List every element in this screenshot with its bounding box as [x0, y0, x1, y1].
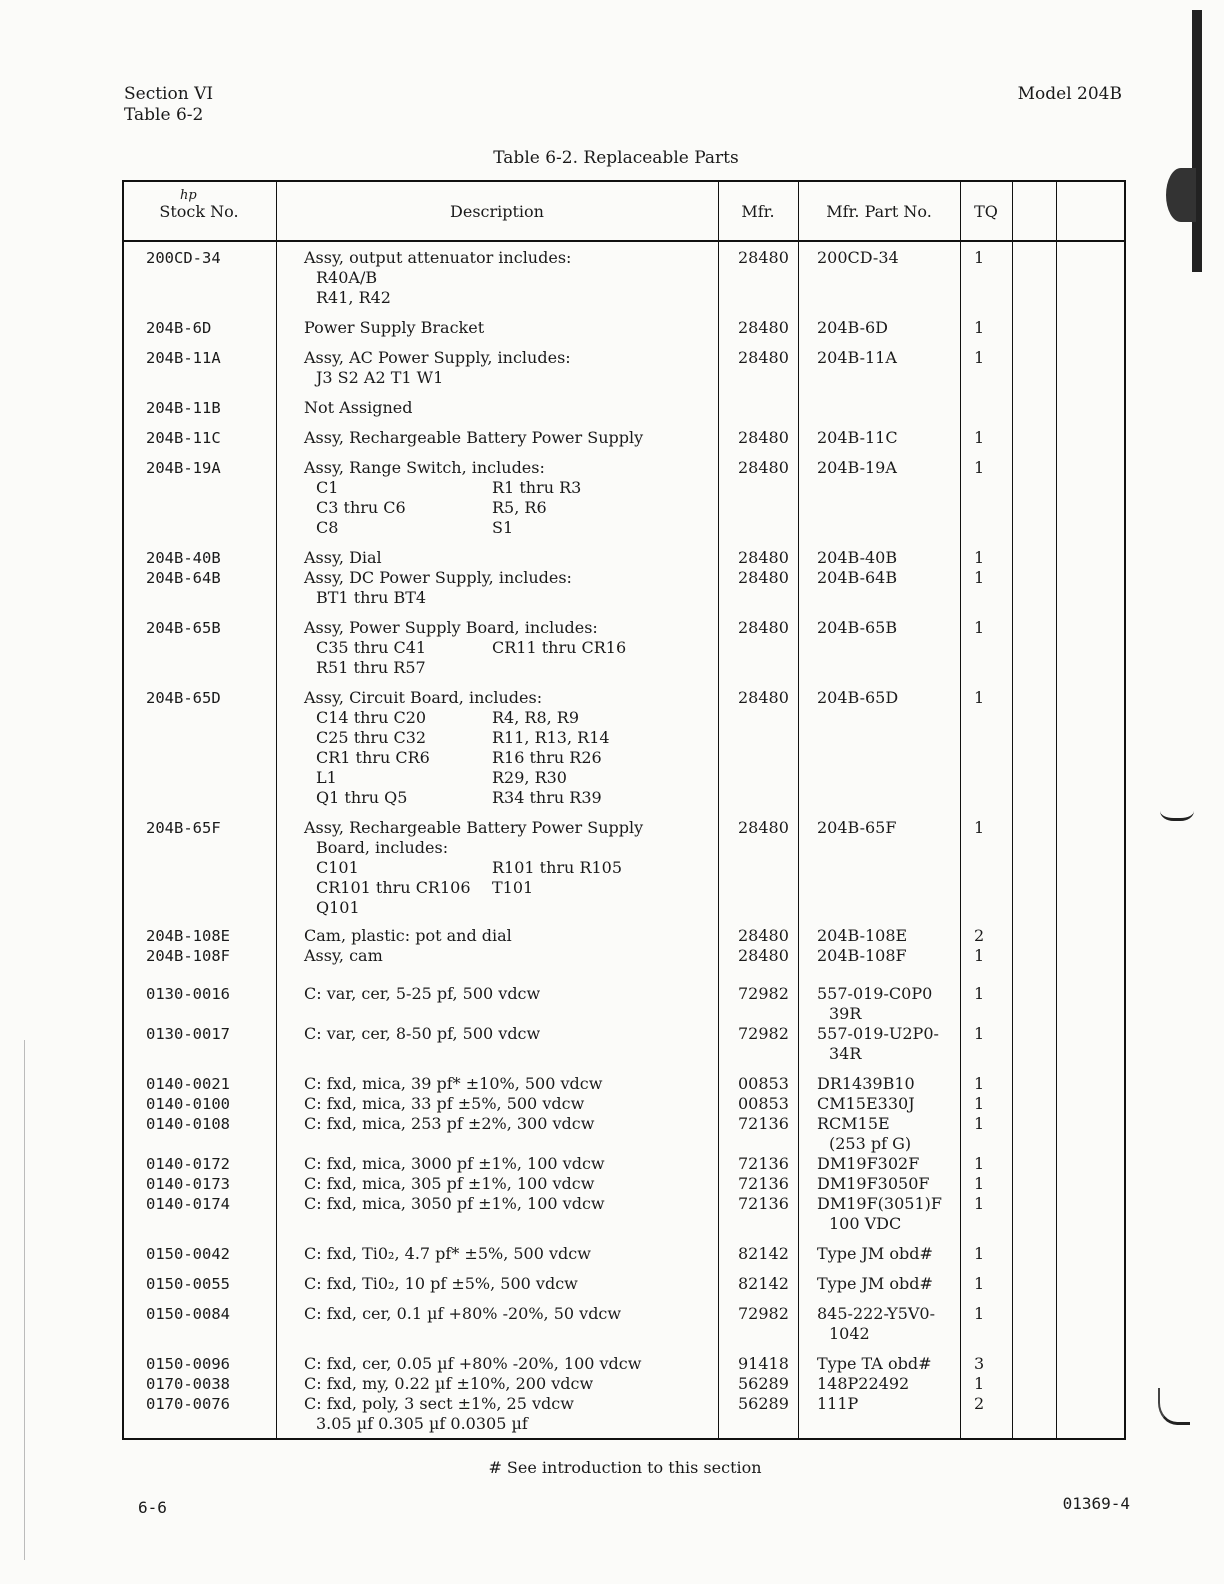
mfr-part-number — [817, 318, 888, 338]
mfr-code-line: 28480 — [738, 428, 789, 447]
total-quantity-line: 1 — [974, 248, 985, 267]
column-divider — [1056, 182, 1057, 1438]
mfr-part-number-line: 204B-11A — [817, 348, 897, 367]
component-ref: C101 — [316, 858, 359, 877]
mfr-part-number — [817, 428, 898, 448]
stock-number-line: 204B-108F — [146, 947, 230, 965]
stock-number — [146, 688, 221, 708]
component-pair — [304, 498, 581, 518]
component-ref: R101 thru R105 — [492, 858, 623, 877]
description-line: C: var, cer, 5-25 pf, 500 vdcw — [304, 984, 541, 1003]
stock-number — [146, 248, 221, 268]
component-ref: Q1 thru Q5 — [316, 788, 408, 807]
mfr-code-line: 72982 — [738, 1304, 789, 1323]
mfr-code-line: 72136 — [738, 1194, 789, 1213]
description — [304, 1304, 621, 1324]
stock-number — [146, 348, 221, 368]
page-number: 6-6 — [138, 1498, 167, 1517]
mfr-part-number — [817, 1074, 915, 1154]
total-quantity-line: 1 — [974, 1154, 985, 1173]
component-pair — [304, 748, 610, 768]
description-line: 3.05 µf 0.305 µf 0.0305 µf — [316, 1414, 528, 1433]
col-header-mfr: Mfr. — [741, 202, 775, 221]
col-header-tq: TQ — [974, 202, 998, 221]
scan-edge-mark — [1166, 168, 1196, 222]
header-divider — [124, 240, 1124, 242]
description-line: J3 S2 A2 T1 W1 — [316, 368, 444, 387]
stock-number-line: 0170-0038 — [146, 1375, 230, 1393]
total-quantity — [974, 1074, 984, 1134]
description-line: Assy, Dial — [304, 548, 382, 567]
stock-number-line: 0140-0172 — [146, 1155, 230, 1173]
stock-number-line: 0150-0084 — [146, 1305, 230, 1323]
mfr-code-line: 00853 — [738, 1094, 789, 1113]
component-pair — [304, 638, 626, 658]
mfr-part-number-line: 204B-40B — [817, 548, 898, 567]
stock-number-line: 204B-65F — [146, 819, 221, 837]
component-pair — [304, 478, 581, 498]
component-ref: R1 thru R3 — [492, 478, 582, 497]
description — [304, 348, 571, 388]
component-ref: C14 thru C20 — [316, 708, 427, 727]
mfr-code — [738, 428, 789, 448]
description — [304, 1074, 602, 1134]
mfr-part-number — [817, 548, 897, 588]
stock-number-line: 204B-19A — [146, 459, 221, 477]
mfr-code-line: 72136 — [738, 1154, 789, 1173]
mfr-part-number-line: 204B-65F — [817, 818, 897, 837]
total-quantity — [974, 1244, 984, 1264]
mfr-part-number-line: 100 VDC — [829, 1214, 902, 1233]
mfr-part-number-line: DM19F3050F — [817, 1174, 930, 1193]
description-line: Assy, cam — [304, 946, 383, 965]
mfr-code — [738, 318, 789, 338]
document-number: 01369-4 — [1062, 1494, 1130, 1513]
description-line: C: fxd, Ti0₂, 4.7 pf* ±5%, 500 vdcw — [304, 1244, 591, 1263]
stock-number — [146, 548, 221, 588]
mfr-code — [738, 248, 789, 268]
mfr-part-number — [817, 818, 896, 838]
mfr-part-number-line: (253 pf G) — [829, 1134, 912, 1153]
component-pair — [304, 658, 626, 678]
description-line: C: fxd, mica, 3000 pf ±1%, 100 vdcw — [304, 1154, 605, 1173]
description-line: BT1 thru BT4 — [316, 588, 427, 607]
description-line: C: fxd, mica, 253 pf ±2%, 300 vdcw — [304, 1114, 595, 1133]
total-quantity — [974, 1354, 984, 1414]
total-quantity — [974, 458, 984, 478]
mfr-part-number-line: 204B-65D — [817, 688, 899, 707]
mfr-part-number — [817, 618, 897, 638]
total-quantity-line: 3 — [974, 1354, 985, 1373]
total-quantity — [974, 1154, 984, 1214]
stock-number — [146, 1354, 230, 1414]
stock-number-line: 200CD-34 — [146, 249, 221, 267]
total-quantity-line: 1 — [974, 1074, 985, 1093]
mfr-code-line: 28480 — [738, 568, 789, 587]
component-ref: R51 thru R57 — [316, 658, 426, 677]
total-quantity-line: 1 — [974, 818, 985, 837]
mfr-code-line: 56289 — [738, 1394, 789, 1413]
component-ref: S1 — [492, 518, 514, 537]
total-quantity-line: 1 — [974, 1194, 985, 1213]
mfr-code-line: 00853 — [738, 1074, 789, 1093]
total-quantity-line: 1 — [974, 348, 985, 367]
description-line: R40A/B — [316, 268, 378, 287]
stock-number-line: 0140-0174 — [146, 1195, 230, 1213]
description — [304, 618, 626, 678]
stock-number — [146, 398, 221, 418]
stock-number-line: 0150-0042 — [146, 1245, 230, 1263]
scan-margin-line — [24, 1040, 25, 1560]
total-quantity-line: 1 — [974, 1024, 985, 1043]
component-ref: C3 thru C6 — [316, 498, 406, 517]
description — [304, 926, 512, 966]
description-line: C: fxd, mica, 39 pf* ±10%, 500 vdcw — [304, 1074, 603, 1093]
description — [304, 548, 572, 608]
column-divider — [1012, 182, 1013, 1438]
description — [304, 248, 571, 308]
stock-number-line: 204B-65D — [146, 689, 221, 707]
description-line: Assy, AC Power Supply, includes: — [304, 348, 571, 367]
component-pair — [304, 518, 581, 538]
mfr-code — [738, 1354, 789, 1414]
total-quantity-line: 1 — [974, 548, 985, 567]
mfr-part-number-line: 148P22492 — [817, 1374, 910, 1393]
mfr-code-line: 28480 — [738, 348, 789, 367]
stock-number-line: 204B-11B — [146, 399, 221, 417]
description-line: C: fxd, my, 0.22 µf ±10%, 200 vdcw — [304, 1374, 594, 1393]
description — [304, 428, 643, 448]
component-ref: C1 — [316, 478, 339, 497]
mfr-code — [738, 1074, 789, 1134]
mfr-part-number-line: 204B-108E — [817, 926, 908, 945]
mfr-code-line: 56289 — [738, 1374, 789, 1393]
stock-number-line: 0140-0173 — [146, 1175, 230, 1193]
description-line: C: fxd, cer, 0.05 µf +80% -20%, 100 vdcw — [304, 1354, 642, 1373]
stock-number-line: 0140-0108 — [146, 1115, 230, 1133]
column-divider — [798, 182, 799, 1438]
stock-number — [146, 1154, 230, 1214]
stock-number-line: 204B-108E — [146, 927, 230, 945]
component-pair — [304, 768, 610, 788]
mfr-code — [738, 458, 789, 478]
col-header-stock: Stock No. — [159, 202, 239, 221]
description-line: C: fxd, cer, 0.1 µf +80% -20%, 50 vdcw — [304, 1304, 622, 1323]
col-header-description: Description — [450, 202, 544, 221]
total-quantity-line: 1 — [974, 1174, 985, 1193]
total-quantity — [974, 548, 984, 588]
total-quantity-line: 1 — [974, 1274, 985, 1293]
description-line: Cam, plastic: pot and dial — [304, 926, 512, 945]
total-quantity-line: 1 — [974, 1304, 985, 1323]
total-quantity — [974, 428, 984, 448]
scan-edge-mark — [1192, 10, 1202, 272]
description-line: C: fxd, mica, 305 pf ±1%, 100 vdcw — [304, 1174, 595, 1193]
mfr-part-number-line: Type JM obd# — [817, 1244, 933, 1263]
stock-number — [146, 458, 221, 478]
stock-number — [146, 618, 221, 638]
mfr-part-number-line: 111P — [817, 1394, 859, 1413]
component-ref: Q101 — [316, 898, 360, 917]
component-ref: T101 — [492, 878, 534, 897]
description-line: C: fxd, poly, 3 sect ±1%, 25 vdcw — [304, 1394, 574, 1413]
section-header — [124, 84, 213, 126]
component-pair — [304, 878, 643, 898]
component-ref: R4, R8, R9 — [492, 708, 580, 727]
mfr-part-number-line: 200CD-34 — [817, 248, 899, 267]
total-quantity-line: 2 — [974, 1394, 985, 1413]
description-line: Power Supply Bracket — [304, 318, 485, 337]
mfr-code — [738, 1244, 789, 1264]
description-line: Board, includes: — [316, 838, 449, 857]
description — [304, 398, 413, 418]
mfr-part-number — [817, 1154, 942, 1234]
component-ref: R5, R6 — [492, 498, 547, 517]
stock-number-line: 0170-0076 — [146, 1395, 230, 1413]
total-quantity-line: 1 — [974, 428, 985, 447]
total-quantity — [974, 1274, 984, 1294]
total-quantity-line: 1 — [974, 688, 985, 707]
component-ref: CR101 thru CR106 — [316, 878, 471, 897]
description-line: C: fxd, mica, 3050 pf ±1%, 100 vdcw — [304, 1194, 605, 1213]
description — [304, 688, 610, 808]
description — [304, 1024, 540, 1044]
mfr-part-number-line: 204B-19A — [817, 458, 897, 477]
description-line: Assy, Circuit Board, includes: — [304, 688, 543, 707]
mfr-part-number — [817, 984, 932, 1024]
description-line: Assy, Rechargeable Battery Power Supply — [304, 818, 644, 837]
mfr-code — [738, 1024, 789, 1044]
mfr-part-number-line: DR1439B10 — [817, 1074, 915, 1093]
total-quantity-line: 1 — [974, 318, 985, 337]
mfr-part-number — [817, 458, 897, 478]
mfr-part-number — [817, 248, 899, 268]
mfr-code — [738, 818, 789, 838]
hp-logo-icon: hp — [180, 188, 197, 203]
stock-number — [146, 428, 221, 448]
total-quantity-line: 1 — [974, 458, 985, 477]
mfr-part-number-line: DM19F302F — [817, 1154, 920, 1173]
stock-number-line: 0130-0017 — [146, 1025, 230, 1043]
mfr-part-number — [817, 1244, 933, 1264]
description-line: C: fxd, Ti0₂, 10 pf ±5%, 500 vdcw — [304, 1274, 578, 1293]
component-ref: C35 thru C41 — [316, 638, 427, 657]
total-quantity-line: 1 — [974, 618, 985, 637]
col-header-part: Mfr. Part No. — [826, 202, 932, 221]
mfr-part-number — [817, 688, 898, 708]
description-line: Assy, Range Switch, includes: — [304, 458, 545, 477]
total-quantity — [974, 926, 984, 966]
footnote: # See introduction to this section — [488, 1458, 762, 1477]
description — [304, 1274, 578, 1294]
stock-number-line: 0150-0055 — [146, 1275, 230, 1293]
mfr-code — [738, 984, 789, 1004]
component-ref: CR1 thru CR6 — [316, 748, 430, 767]
component-pair — [304, 788, 610, 808]
mfr-code — [738, 1154, 789, 1214]
stock-number-line: 0140-0100 — [146, 1095, 230, 1113]
mfr-code-line: 28480 — [738, 458, 789, 477]
stock-number-line: 0150-0096 — [146, 1355, 230, 1373]
column-divider — [276, 182, 277, 1438]
scan-edge-mark — [1160, 796, 1194, 821]
mfr-code — [738, 688, 789, 708]
total-quantity-line: 1 — [974, 1094, 985, 1113]
total-quantity-line: 1 — [974, 1114, 985, 1133]
component-ref: R16 thru R26 — [492, 748, 602, 767]
stock-number — [146, 1244, 230, 1264]
mfr-part-number-line: DM19F(3051)F — [817, 1194, 942, 1213]
section-label: Section VI — [124, 84, 214, 104]
component-pair — [304, 858, 643, 878]
total-quantity — [974, 984, 984, 1004]
stock-number-line: 204B-11C — [146, 429, 221, 447]
mfr-code — [738, 548, 789, 588]
mfr-code-line: 82142 — [738, 1274, 789, 1293]
table-caption: Table 6-2. Replaceable Parts — [493, 148, 739, 168]
component-ref: C8 — [316, 518, 339, 537]
mfr-part-number-line: 39R — [829, 1004, 862, 1023]
description — [304, 458, 581, 538]
stock-number — [146, 1304, 230, 1324]
mfr-code — [738, 1274, 789, 1294]
mfr-code — [738, 1304, 789, 1324]
mfr-code-line: 28480 — [738, 688, 789, 707]
stock-number — [146, 1024, 230, 1044]
total-quantity — [974, 688, 984, 708]
mfr-part-number — [817, 1304, 935, 1344]
stock-number — [146, 818, 221, 838]
mfr-code — [738, 926, 789, 966]
mfr-part-number-line: 845-222-Y5V0- — [817, 1304, 936, 1323]
component-ref: CR11 thru CR16 — [492, 638, 627, 657]
description — [304, 818, 643, 918]
mfr-code-line: 28480 — [738, 926, 789, 945]
component-ref: R29, R30 — [492, 768, 567, 787]
mfr-part-number-line: 204B-64B — [817, 568, 898, 587]
component-ref: C25 thru C32 — [316, 728, 427, 747]
mfr-code-line: 28480 — [738, 318, 789, 337]
description-line: C: fxd, mica, 33 pf ±5%, 500 vdcw — [304, 1094, 585, 1113]
mfr-part-number — [817, 1274, 933, 1294]
description-line: Assy, output attenuator includes: — [304, 248, 572, 267]
total-quantity — [974, 348, 984, 368]
total-quantity — [974, 818, 984, 838]
mfr-code-line: 72136 — [738, 1114, 789, 1133]
mfr-code-line: 28480 — [738, 818, 789, 837]
table-ref-label: Table 6-2 — [124, 105, 204, 125]
mfr-part-number-line: 204B-108F — [817, 946, 907, 965]
mfr-part-number-line: Type JM obd# — [817, 1274, 933, 1293]
component-ref: R34 thru R39 — [492, 788, 602, 807]
stock-number — [146, 926, 230, 966]
column-divider — [960, 182, 961, 1438]
mfr-code-line: 28480 — [738, 248, 789, 267]
mfr-code-line: 72982 — [738, 984, 789, 1003]
description-line: Assy, DC Power Supply, includes: — [304, 568, 572, 587]
description-line: R41, R42 — [316, 288, 391, 307]
description — [304, 1154, 605, 1214]
total-quantity — [974, 618, 984, 638]
component-ref: L1 — [316, 768, 337, 787]
mfr-code-line: 72982 — [738, 1024, 789, 1043]
mfr-part-number-line: 34R — [829, 1044, 862, 1063]
total-quantity — [974, 318, 984, 338]
mfr-part-number — [817, 348, 897, 368]
mfr-part-number-line: 557-019-C0P0 — [817, 984, 933, 1003]
stock-number — [146, 1074, 230, 1134]
mfr-code-line: 91418 — [738, 1354, 789, 1373]
parts-table — [122, 180, 1126, 1440]
total-quantity-line: 1 — [974, 946, 985, 965]
mfr-code-line: 28480 — [738, 548, 789, 567]
mfr-code-line: 28480 — [738, 946, 789, 965]
mfr-code-line: 28480 — [738, 618, 789, 637]
total-quantity — [974, 1024, 984, 1044]
stock-number — [146, 1274, 230, 1294]
mfr-part-number-line: 204B-6D — [817, 318, 889, 337]
description-line: Not Assigned — [304, 398, 413, 417]
mfr-part-number — [817, 926, 907, 966]
description-line: C: var, cer, 8-50 pf, 500 vdcw — [304, 1024, 541, 1043]
stock-number-line: 204B-6D — [146, 319, 212, 337]
component-ref: R11, R13, R14 — [492, 728, 610, 747]
stock-number-line: 0130-0016 — [146, 985, 230, 1003]
stock-number-line: 204B-64B — [146, 569, 221, 587]
description — [304, 318, 484, 338]
mfr-code-line: 72136 — [738, 1174, 789, 1193]
mfr-part-number-line: RCM15E — [817, 1114, 890, 1133]
mfr-part-number-line: 557-019-U2P0- — [817, 1024, 939, 1043]
mfr-part-number-line: 1042 — [829, 1324, 870, 1343]
total-quantity-line: 1 — [974, 1374, 985, 1393]
stock-number-line: 0140-0021 — [146, 1075, 230, 1093]
mfr-code — [738, 348, 789, 368]
mfr-part-number-line: Type TA obd# — [817, 1354, 932, 1373]
total-quantity — [974, 248, 984, 268]
stock-number — [146, 984, 230, 1004]
component-pair — [304, 898, 643, 918]
scan-edge-mark — [1158, 1388, 1190, 1425]
total-quantity-line: 1 — [974, 1244, 985, 1263]
mfr-code — [738, 618, 789, 638]
stock-number — [146, 318, 211, 338]
description-line: Assy, Power Supply Board, includes: — [304, 618, 598, 637]
model-label: Model 204B — [1017, 84, 1122, 104]
component-pair — [304, 728, 610, 748]
stock-number-line: 204B-40B — [146, 549, 221, 567]
component-pair — [304, 708, 610, 728]
total-quantity-line: 1 — [974, 568, 985, 587]
mfr-part-number-line: 204B-11C — [817, 428, 898, 447]
total-quantity-line: 1 — [974, 984, 985, 1003]
mfr-part-number — [817, 1024, 939, 1064]
total-quantity — [974, 1304, 984, 1324]
stock-number-line: 204B-65B — [146, 619, 221, 637]
stock-number-line: 204B-11A — [146, 349, 221, 367]
total-quantity-line: 2 — [974, 926, 985, 945]
mfr-code-line: 82142 — [738, 1244, 789, 1263]
column-divider — [718, 182, 719, 1438]
mfr-part-number — [817, 1354, 931, 1414]
mfr-part-number-line: 204B-65B — [817, 618, 898, 637]
mfr-part-number-line: CM15E330J — [817, 1094, 915, 1113]
description — [304, 1354, 641, 1434]
description — [304, 984, 540, 1004]
description-line: Assy, Rechargeable Battery Power Supply — [304, 428, 644, 447]
description — [304, 1244, 591, 1264]
